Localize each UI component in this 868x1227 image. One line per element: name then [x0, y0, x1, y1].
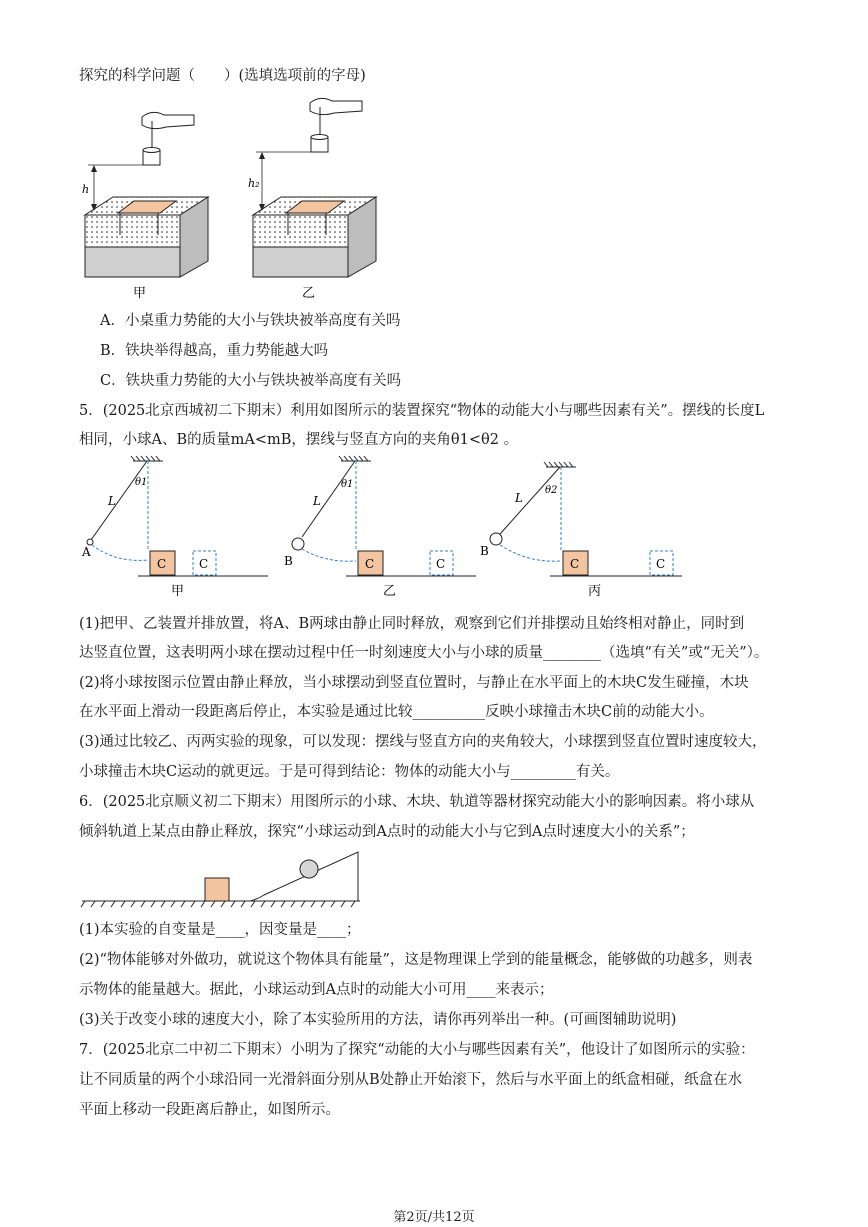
q5-part1-line1: (1)把甲、乙装置并排放置，将A、B两球由静止同时释放，观察到它们并排摆动且始终相对静止，同时到 — [79, 616, 745, 632]
svg-text:B: B — [284, 554, 293, 568]
svg-text:C: C — [436, 557, 446, 571]
q5-stem-line2: 相同，小球A、B的质量mA<mB，摆线与竖直方向的夹角θ1<θ2 。 — [79, 432, 519, 448]
figure-gravity-potential — [80, 95, 390, 304]
svg-text:乙: 乙 — [383, 584, 397, 599]
figure-incline-track — [80, 848, 380, 914]
svg-text:C: C — [365, 557, 375, 571]
apparatus-jia — [82, 112, 208, 277]
svg-text:C: C — [157, 557, 167, 571]
q6-part2-line1: (2)“物体能够对外做功，就说这个物体具有能量”，这是物理课上学到的能量概念，能够做的功越多，则表 — [79, 952, 753, 968]
svg-text:C: C — [199, 557, 209, 571]
figure-label-yi: 乙 — [302, 286, 316, 300]
figure-pendulums — [78, 455, 690, 604]
svg-text:丙: 丙 — [588, 584, 602, 599]
q5-part2-line1: (2)将小球按图示位置由静止释放，当小球摆动到竖直位置时，与静止在水平面上的木块C发生碰撞，木块 — [79, 675, 749, 691]
pendulum-yi — [284, 456, 476, 599]
option-a: A．小桌重力势能的大小与铁块被举高度有关吗 — [100, 313, 401, 329]
svg-text:L: L — [313, 494, 321, 508]
height-label-h2: h₂ — [248, 177, 260, 190]
apparatus-yi — [248, 98, 376, 277]
q5-stem-line1: 5．(2025北京西城初二下期末）利用如图所示的装置探究“物体的动能大小与哪些因素有关”。摆线的长度L — [79, 403, 765, 419]
q5-part2-line2: 在水平面上滑动一段距离后停止，本实验是通过比较__________反映小球撞击木块C前的动能大小。 — [79, 704, 714, 720]
svg-text:θ1: θ1 — [135, 477, 148, 488]
q6-stem-line1: 6．(2025北京顺义初二下期末）用图所示的小球、木块、轨道等器材探究动能大小的影响因素。将小球从 — [79, 794, 755, 810]
option-c: C．铁块重力势能的大小与铁块被举高度有关吗 — [100, 373, 402, 389]
q7-stem-line2: 让不同质量的两个小球沿同一光滑斜面分别从B处静止开始滚下，然后与水平面上的纸盒相碰，纸盒在水 — [79, 1072, 743, 1088]
q5-part3-line2: 小球撞击木块C运动的就更远。于是可得到结论：物体的动能大小与_________有关。 — [79, 764, 620, 780]
q6-part2-line2: 示物体的能量越大。据此，小球运动到A点时的动能大小可用____来表示； — [79, 982, 554, 998]
svg-text:B: B — [480, 544, 489, 558]
q6-part3: (3)关于改变小球的速度大小，除了本实验所用的方法，请你再列举出一种。(可画图辅助说明) — [79, 1012, 677, 1028]
figure-label-jia: 甲 — [133, 286, 147, 300]
svg-text:θ2: θ2 — [545, 485, 558, 496]
page-footer: 第2页/共12页 — [393, 1210, 475, 1225]
svg-text:L: L — [515, 491, 523, 505]
q6-stem-line2: 倾斜轨道上某点由静止释放，探究“小球运动到A点时的动能大小与它到A点时速度大小的关系”； — [79, 824, 695, 840]
pendulum-bing — [480, 462, 682, 599]
svg-text:C: C — [570, 557, 580, 571]
q6-part1: (1)本实验的自变量是____，因变量是____； — [79, 922, 361, 938]
svg-text:甲: 甲 — [171, 584, 185, 599]
q5-part3-line1: (3)通过比较乙、丙两实验的现象，可以发现：摆线与竖直方向的夹角较大，小球摆到竖直位置时速度较大， — [79, 734, 767, 750]
q7-stem-line3: 平面上移动一段距离后静止，如图所示。 — [79, 1102, 340, 1118]
pendulum-jia — [81, 456, 268, 599]
question-prompt: 探究的科学问题（ ）(选填选项前的字母) — [79, 68, 366, 84]
svg-text:C: C — [656, 557, 666, 571]
q5-part1-line2: 达竖直位置，这表明两小球在摆动过程中任一时刻速度大小与小球的质量________（选填“有关”或“无关”）。 — [79, 645, 769, 661]
svg-text:θ1: θ1 — [341, 479, 354, 490]
option-b: B．铁块举得越高，重力势能越大吗 — [100, 343, 329, 359]
q7-stem-line1: 7．(2025北京二中初二下期末）小明为了探究“动能的大小与哪些因素有关”，他设计了如图所示的实验： — [79, 1042, 755, 1058]
svg-text:A: A — [82, 545, 91, 559]
height-label-h: h — [82, 183, 90, 196]
svg-text:L: L — [108, 494, 116, 508]
